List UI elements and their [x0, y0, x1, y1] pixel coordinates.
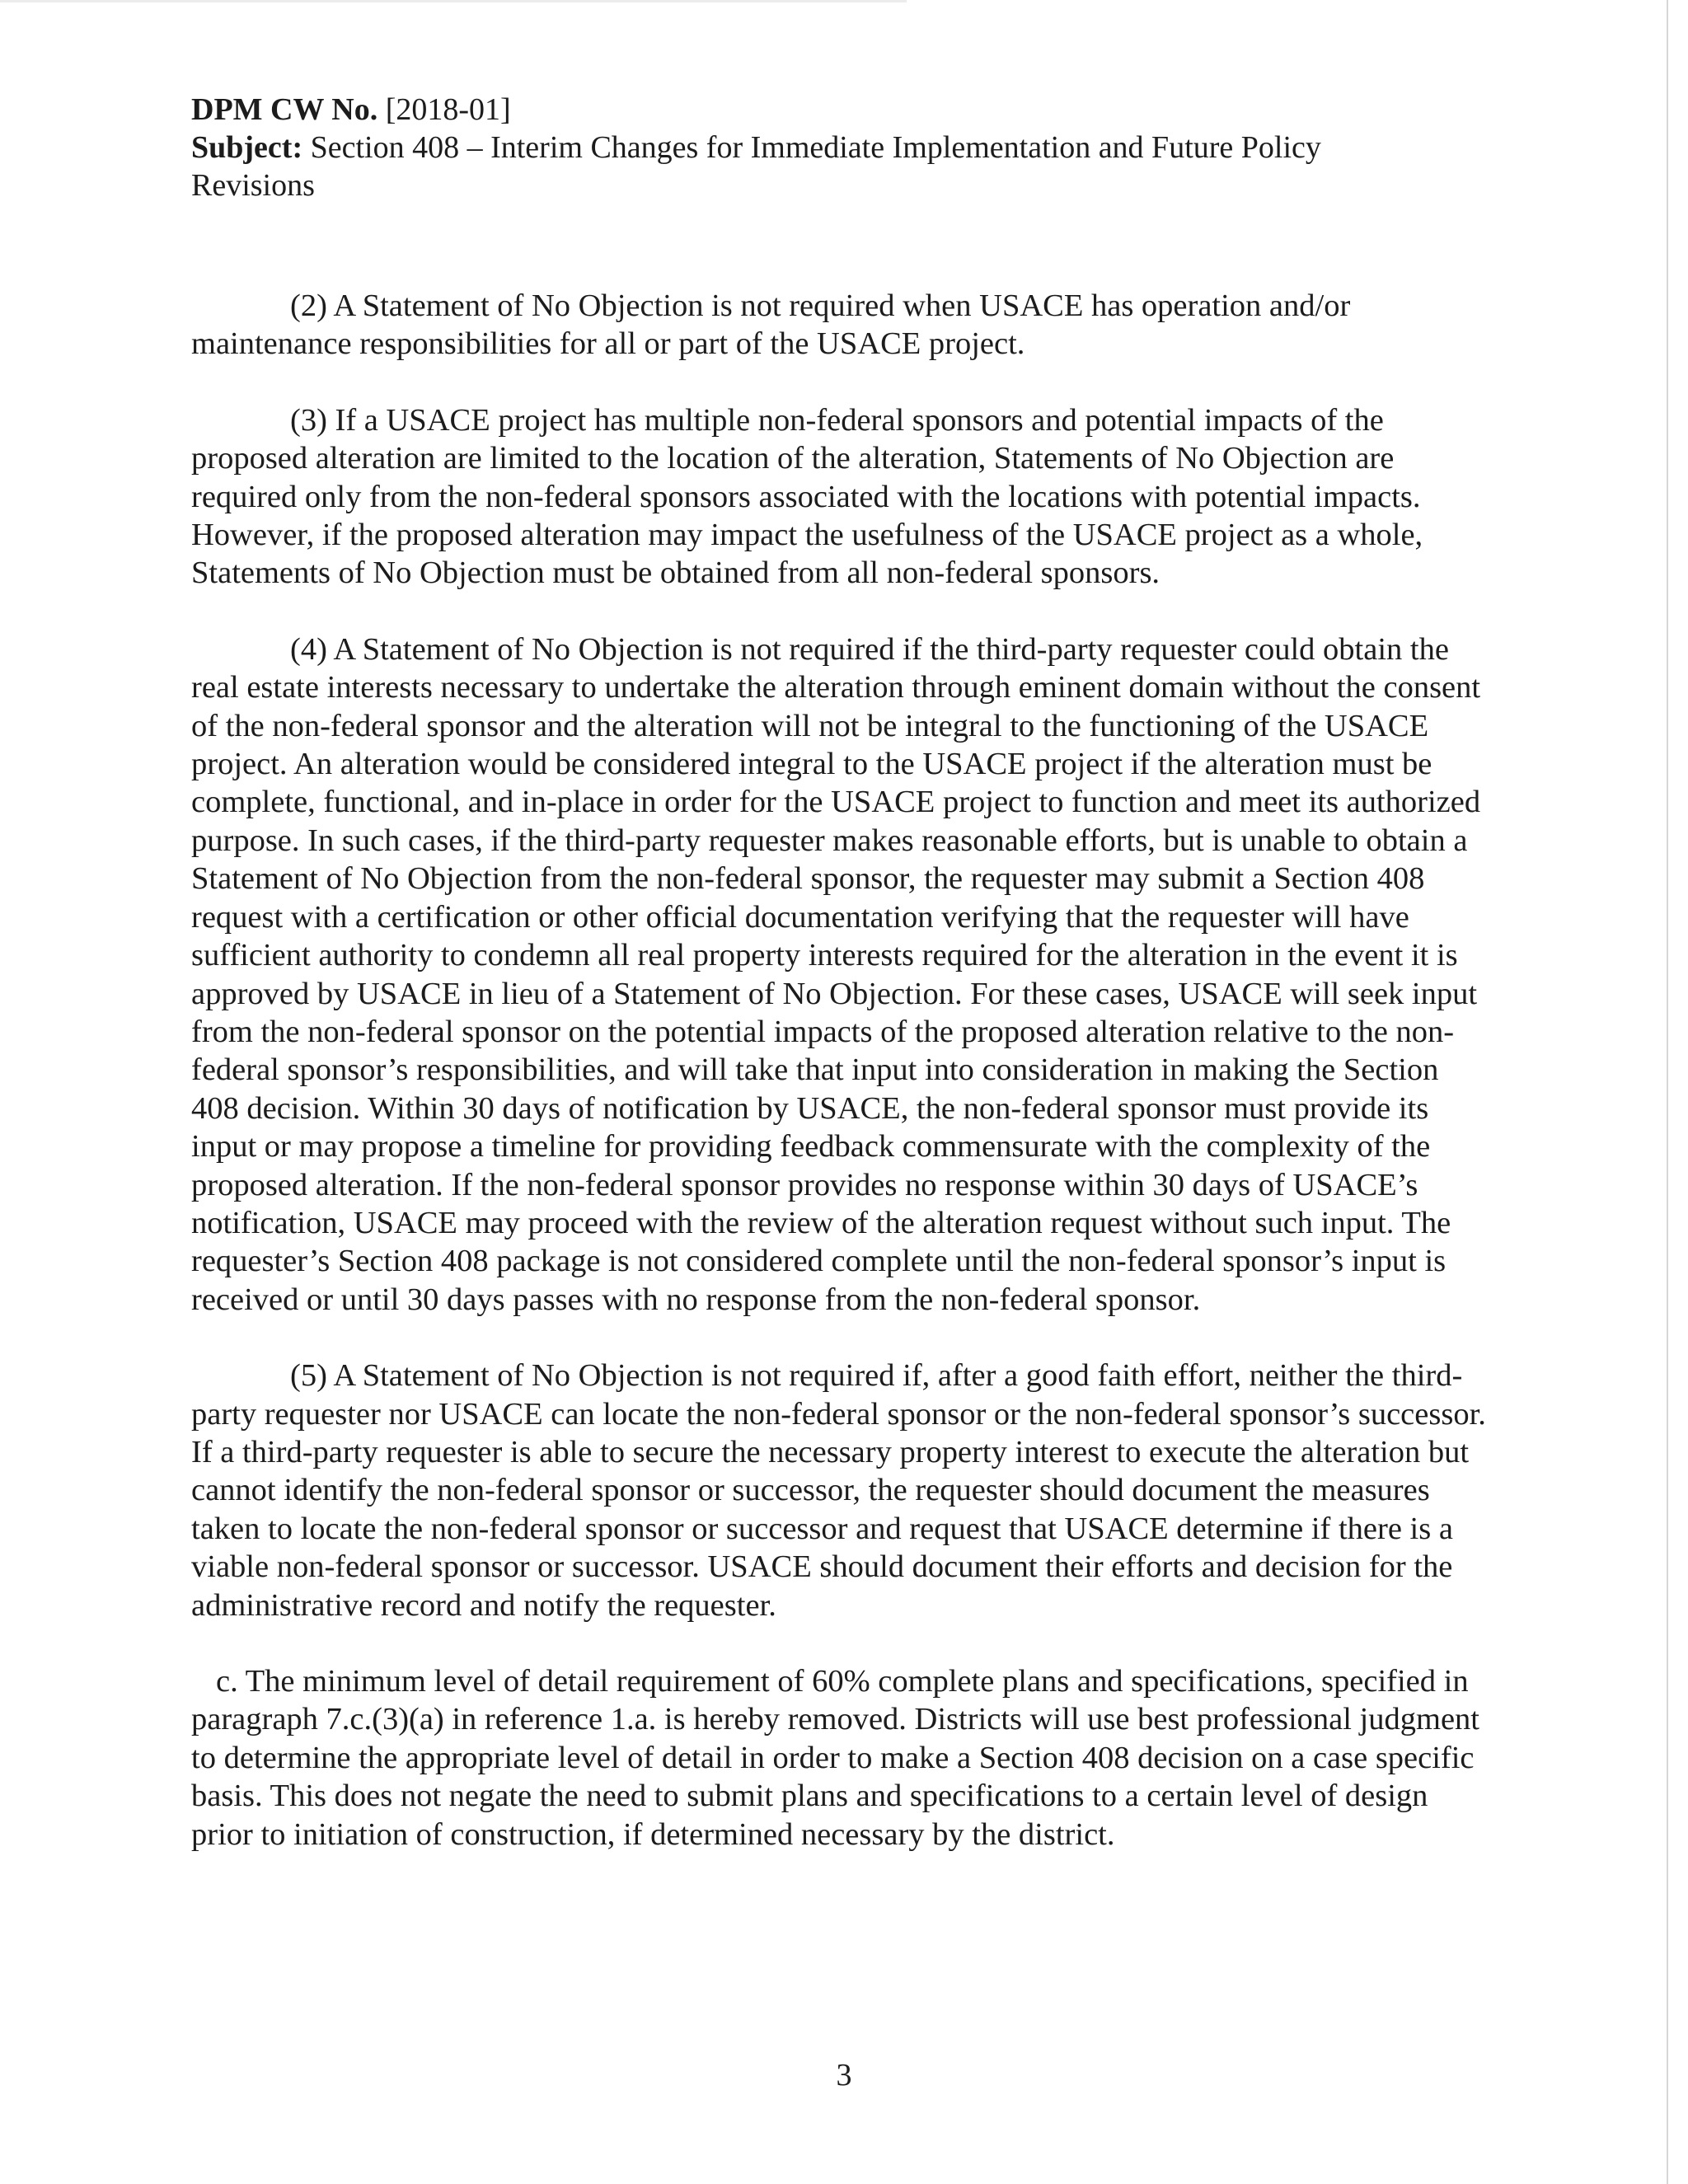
page-number: 3	[836, 2058, 852, 2093]
document-header	[191, 91, 1477, 204]
doc-id-line	[191, 91, 1477, 129]
scan-right-edge	[1667, 0, 1668, 2184]
doc-number: [2018-01]	[385, 92, 511, 127]
scan-top-edge	[0, 0, 907, 2]
paragraph-5: (5) A Statement of No Objection is not required if, after a good faith effort, neither the third-party requester nor USACE can locate the non-federal sponsor or the non-federal sponsor’s successor. If a third-party requester is able to secure the necessary property interest to execute the alteration but cannot identify the non-federal sponsor or successor, the requester should document the measures taken to locate the non-federal sponsor or successor and request that USACE determine if there is a viable non-federal sponsor or successor. USACE should document their efforts and decision for the administrative record and notify the requester.	[191, 1358, 1486, 1623]
subject-text-2: Revisions	[191, 168, 315, 203]
subject-line	[191, 129, 1477, 166]
paragraph-c: c. The minimum level of detail requirement of 60% complete plans and specifications, specified in paragraph 7.c.(3)(a) in reference 1.a. is hereby removed. Districts will use best professional judgment to determine the appropriate level of detail in order to make a Section 408 decision on a case specific basis. This does not negate the need to submit plans and specifications to a certain level of design prior to initiation of construction, if determined necessary by the district.	[191, 1664, 1479, 1852]
document-body	[191, 287, 1487, 1891]
doc-label: DPM CW No.	[191, 92, 378, 127]
paragraph-2: (2) A Statement of No Objection is not required when USACE has operation and/or maintenance responsibilities for all or part of the USACE project.	[191, 288, 1351, 362]
subject-label: Subject:	[191, 130, 303, 165]
subject-text-1: Section 408 – Interim Changes for Immediate Implementation and Future Policy	[310, 130, 1321, 165]
paragraph-3: (3) If a USACE project has multiple non-federal sponsors and potential impacts of the proposed alteration are limited to the location of the alteration, Statements of No Objection are required only from the non-federal sponsors associated with the locations with potential impacts. However, if the proposed alteration may impact the usefulness of the USACE project as a whole, Statements of No Objection must be obtained from all non-federal sponsors.	[191, 402, 1423, 591]
paragraph-4: (4) A Statement of No Objection is not required if the third-party requester could obtain the real estate interests necessary to undertake the alteration through eminent domain without the consent of the non-federal sponsor and the alteration will not be integral to the functioning of the USACE project. An alteration would be considered integral to the USACE project if the alteration must be complete, functional, and in-place in order for the USACE project to function and meet its authorized purpose. In such cases, if the third-party requester makes reasonable efforts, but is unable to obtain a Statement of No Objection from the non-federal sponsor, the requester may submit a Section 408 request with a certification or other official documentation verifying that the requester will have sufficient authority to condemn all real property interests required for the alteration in the event it is approved by USACE in lieu of a Statement of No Objection. For these cases, USACE will seek input from the non-federal sponsor on the potential impacts of the proposed alteration relative to the non-federal sponsor’s responsibilities, and will take that input into consideration in making the Section 408 decision. Within 30 days of notification by USACE, the non-federal sponsor must provide its input or may propose a timeline for providing feedback commensurate with the complexity of the proposed alteration. If the non-federal sponsor provides no response within 30 days of USACE’s notification, USACE may proceed with the review of the alteration request without such input. The requester’s Section 408 package is not considered complete until the non-federal sponsor’s input is received or until 30 days passes with no response from the non-federal sponsor.	[191, 631, 1481, 1317]
